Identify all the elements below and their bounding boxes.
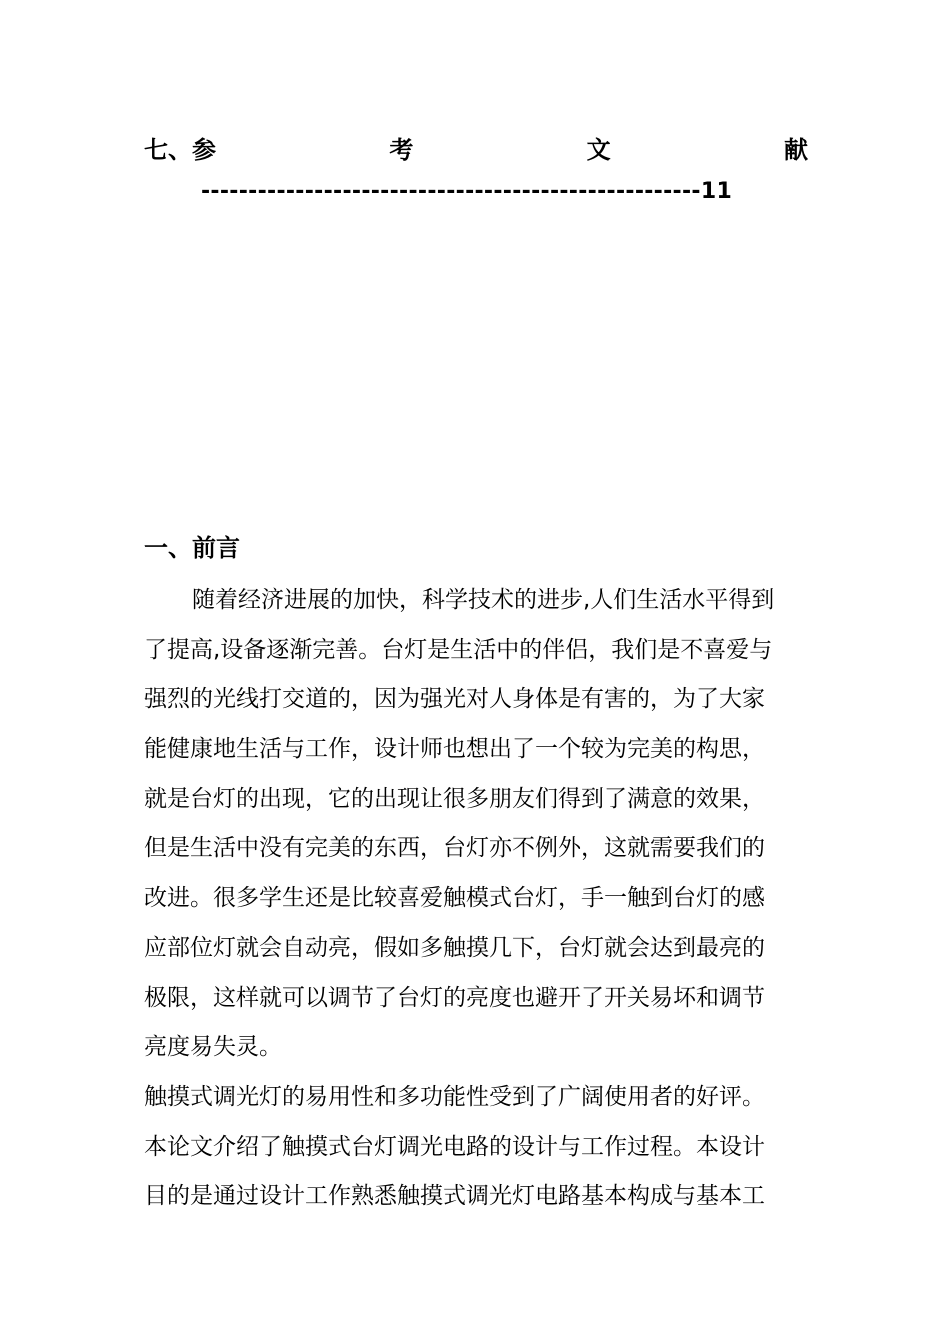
paragraph-line: 强烈的光线打交道的，因为强光对人身体是有害的，为了大家 (144, 686, 765, 713)
paragraph-line: 应部位灯就会自动亮，假如多触摸几下，台灯就会达到最亮的 (144, 934, 765, 961)
paragraph-line: 随着经济进展的加快，科学技术的进步,人们生活水平得到 (192, 587, 775, 613)
paragraph-line: 了提高,设备逐渐完善。台灯是生活中的伴侣，我们是不喜爱与 (144, 636, 773, 663)
toc-title-char: 参 (192, 136, 216, 164)
paragraph-line: 就是台灯的出现，它的出现让很多朋友们得到了满意的效果， (144, 785, 765, 812)
paragraph-line: 能健康地生活与工作，设计师也想出了一个较为完美的构思， (144, 736, 765, 763)
toc-entry-number: 七、 (144, 136, 192, 164)
toc-title-char: 考 (389, 136, 414, 164)
toc-title-char: 文 (586, 136, 611, 164)
toc-leader-line (201, 178, 808, 206)
paragraph-line: 但是生活中没有完美的东西，台灯亦不例外，这就需要我们的 (144, 835, 765, 862)
paragraph-line: 触摸式调光灯的易用性和多功能性受到了广阔使用者的好评。 (144, 1083, 765, 1110)
paragraph-line: 改进。很多学生还是比较喜爱触模式台灯，手一触到台灯的感 (144, 885, 765, 912)
paragraph-line: 极限，这样就可以调节了台灯的亮度也避开了开关易坏和调节 (144, 984, 765, 1011)
toc-entry-references (144, 130, 808, 206)
paragraph-line: 目的是通过设计工作熟悉触摸式调光灯电路基本构成与基本工 (144, 1183, 765, 1210)
section-body (144, 576, 808, 1222)
section-heading: 一、前言 (144, 534, 240, 562)
paragraph-line: 亮度易失灵。 (144, 1034, 282, 1061)
toc-entry-number-and-char-1 (144, 130, 216, 170)
paragraph-line: 本论文介绍了触摸式台灯调光电路的设计与工作过程。本设计 (144, 1133, 765, 1160)
toc-page-number: 11 (700, 179, 733, 204)
toc-entry-title (144, 130, 808, 170)
toc-title-char: 献 (783, 136, 808, 164)
toc-leader-dashes: ----------------------------------------------------- (201, 179, 701, 204)
